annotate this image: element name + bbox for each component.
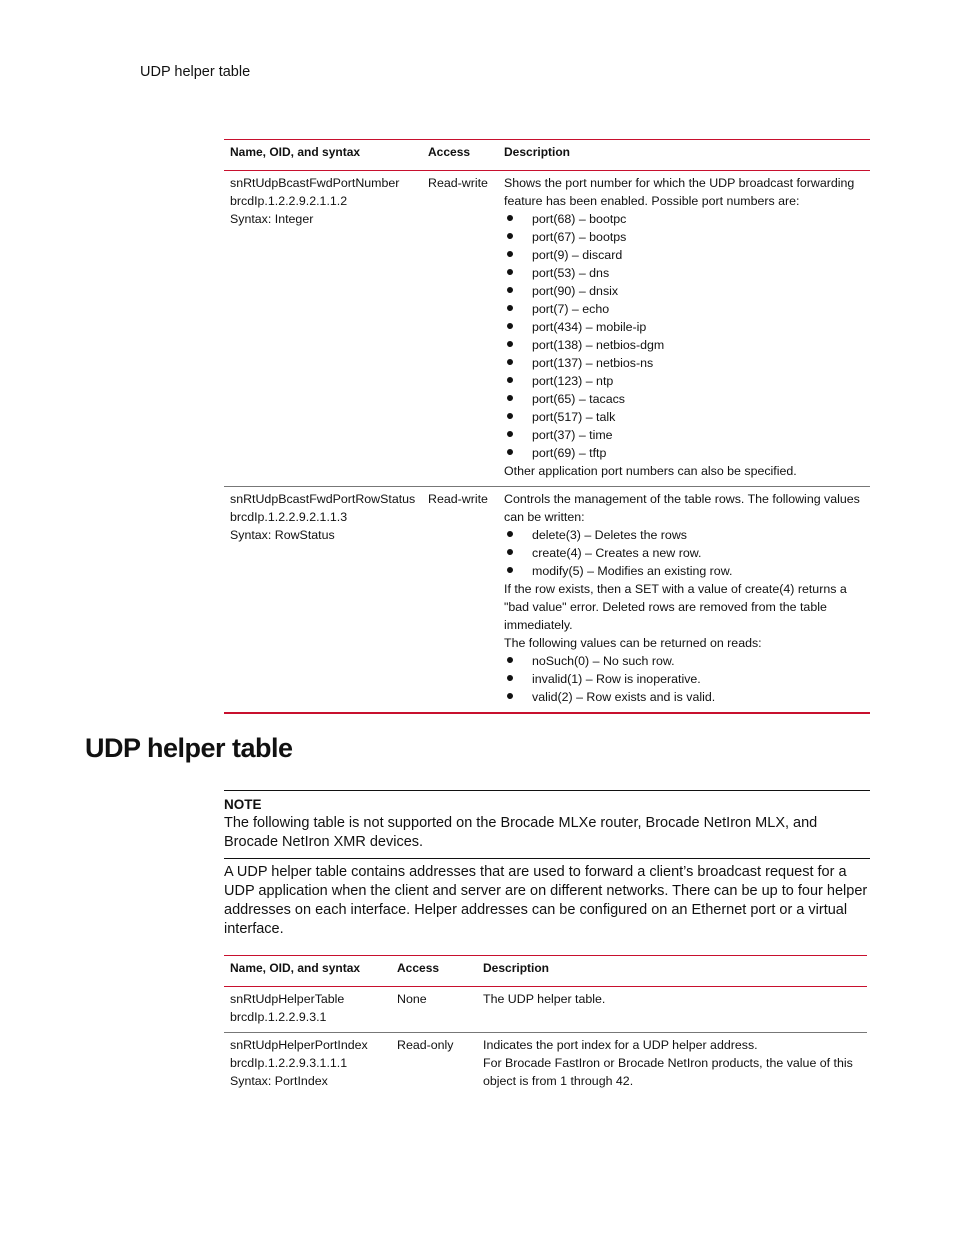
note-label: NOTE xyxy=(224,797,262,812)
table-row xyxy=(224,1033,867,1097)
object-oid: brcdIp.1.2.2.9.3.1.1.1 xyxy=(230,1056,348,1070)
object-syntax: Syntax: Integer xyxy=(230,212,314,226)
list-item: port(434) – mobile-ip xyxy=(504,318,864,336)
description-intro: Controls the management of the table rows. The following values can be written: xyxy=(504,492,860,524)
object-name: snRtUdpBcastFwdPortRowStatus xyxy=(230,492,416,506)
readable-values-list xyxy=(504,652,864,706)
list-item: port(7) – echo xyxy=(504,300,864,318)
list-item: port(37) – time xyxy=(504,426,864,444)
note-box xyxy=(224,790,870,859)
list-item: modify(5) – Modifies an existing row. xyxy=(504,562,864,580)
object-name-cell xyxy=(224,487,422,714)
list-item: port(67) – bootps xyxy=(504,228,864,246)
mib-table-udp-helper xyxy=(224,955,867,1096)
list-item: create(4) – Creates a new row. xyxy=(504,544,864,562)
list-item: port(65) – tacacs xyxy=(504,390,864,408)
list-item: port(53) – dns xyxy=(504,264,864,282)
description-text: For Brocade FastIron or Brocade NetIron products, the value of this object is from 1 through 42. xyxy=(483,1056,853,1088)
list-item: invalid(1) – Row is inoperative. xyxy=(504,670,864,688)
table-row xyxy=(224,487,870,714)
mib-table-udp-bcast-fwd-port xyxy=(224,139,870,714)
object-oid: brcdIp.1.2.2.9.3.1 xyxy=(230,1010,327,1024)
object-name-cell xyxy=(224,1033,391,1097)
description-text: The UDP helper table. xyxy=(483,992,606,1006)
list-item: valid(2) – Row exists and is valid. xyxy=(504,688,864,706)
description-cell xyxy=(498,171,870,487)
description-middle: The following values can be returned on reads: xyxy=(504,636,762,650)
writable-values-list xyxy=(504,526,864,580)
description-text: Indicates the port index for a UDP helper address. xyxy=(483,1038,758,1052)
object-syntax: Syntax: PortIndex xyxy=(230,1074,328,1088)
note-text: The following table is not supported on the Brocade MLXe router, Brocade NetIron MLX, and Brocade NetIron XMR devices. xyxy=(224,815,818,850)
description-cell xyxy=(477,987,867,1033)
column-header-access: Access xyxy=(397,961,440,975)
description-intro: Shows the port number for which the UDP broadcast forwarding feature has been enabled. Possible port numbers are: xyxy=(504,176,855,208)
list-item: port(517) – talk xyxy=(504,408,864,426)
access-cell: None xyxy=(397,992,427,1006)
object-syntax: Syntax: RowStatus xyxy=(230,528,335,542)
table-header-row xyxy=(224,956,867,987)
table-row xyxy=(224,987,867,1033)
list-item: port(138) – netbios-dgm xyxy=(504,336,864,354)
description-middle: If the row exists, then a SET with a value of create(4) returns a "bad value" error. Deleted rows are removed from the table immediately. xyxy=(504,582,847,632)
list-item: port(137) – netbios-ns xyxy=(504,354,864,372)
object-name: snRtUdpBcastFwdPortNumber xyxy=(230,176,400,190)
description-cell xyxy=(477,1033,867,1097)
list-item: noSuch(0) – No such row. xyxy=(504,652,864,670)
access-cell: Read-write xyxy=(428,492,488,506)
list-item: port(69) – tftp xyxy=(504,444,864,462)
column-header-name: Name, OID, and syntax xyxy=(230,145,361,159)
column-header-description: Description xyxy=(483,961,550,975)
access-cell: Read-write xyxy=(428,176,488,190)
running-header: UDP helper table xyxy=(140,64,251,80)
access-cell: Read-only xyxy=(397,1038,454,1052)
object-oid: brcdIp.1.2.2.9.2.1.1.2 xyxy=(230,194,348,208)
object-name-cell xyxy=(224,171,422,487)
list-item: port(68) – bootpc xyxy=(504,210,864,228)
port-list xyxy=(504,210,864,462)
description-outro: Other application port numbers can also be specified. xyxy=(504,464,797,478)
object-oid: brcdIp.1.2.2.9.2.1.1.3 xyxy=(230,510,348,524)
object-name-cell xyxy=(224,987,391,1033)
object-name: snRtUdpHelperTable xyxy=(230,992,345,1006)
table-row xyxy=(224,171,870,487)
column-header-name: Name, OID, and syntax xyxy=(230,961,361,975)
object-name: snRtUdpHelperPortIndex xyxy=(230,1038,368,1052)
table-header-row xyxy=(224,140,870,171)
list-item: port(123) – ntp xyxy=(504,372,864,390)
section-title: UDP helper table xyxy=(85,733,293,763)
column-header-description: Description xyxy=(504,145,571,159)
list-item: port(9) – discard xyxy=(504,246,864,264)
column-header-access: Access xyxy=(428,145,471,159)
list-item: port(90) – dnsix xyxy=(504,282,864,300)
body-paragraph: A UDP helper table contains addresses that are used to forward a client’s broadcast request for a UDP application when the client and server are on different networks. There can be up to four helper addresses on each interface. Helper addresses can be configured on an Ethernet port or a virtual interface. xyxy=(224,864,868,937)
description-cell xyxy=(498,487,870,714)
list-item: delete(3) – Deletes the rows xyxy=(504,526,864,544)
